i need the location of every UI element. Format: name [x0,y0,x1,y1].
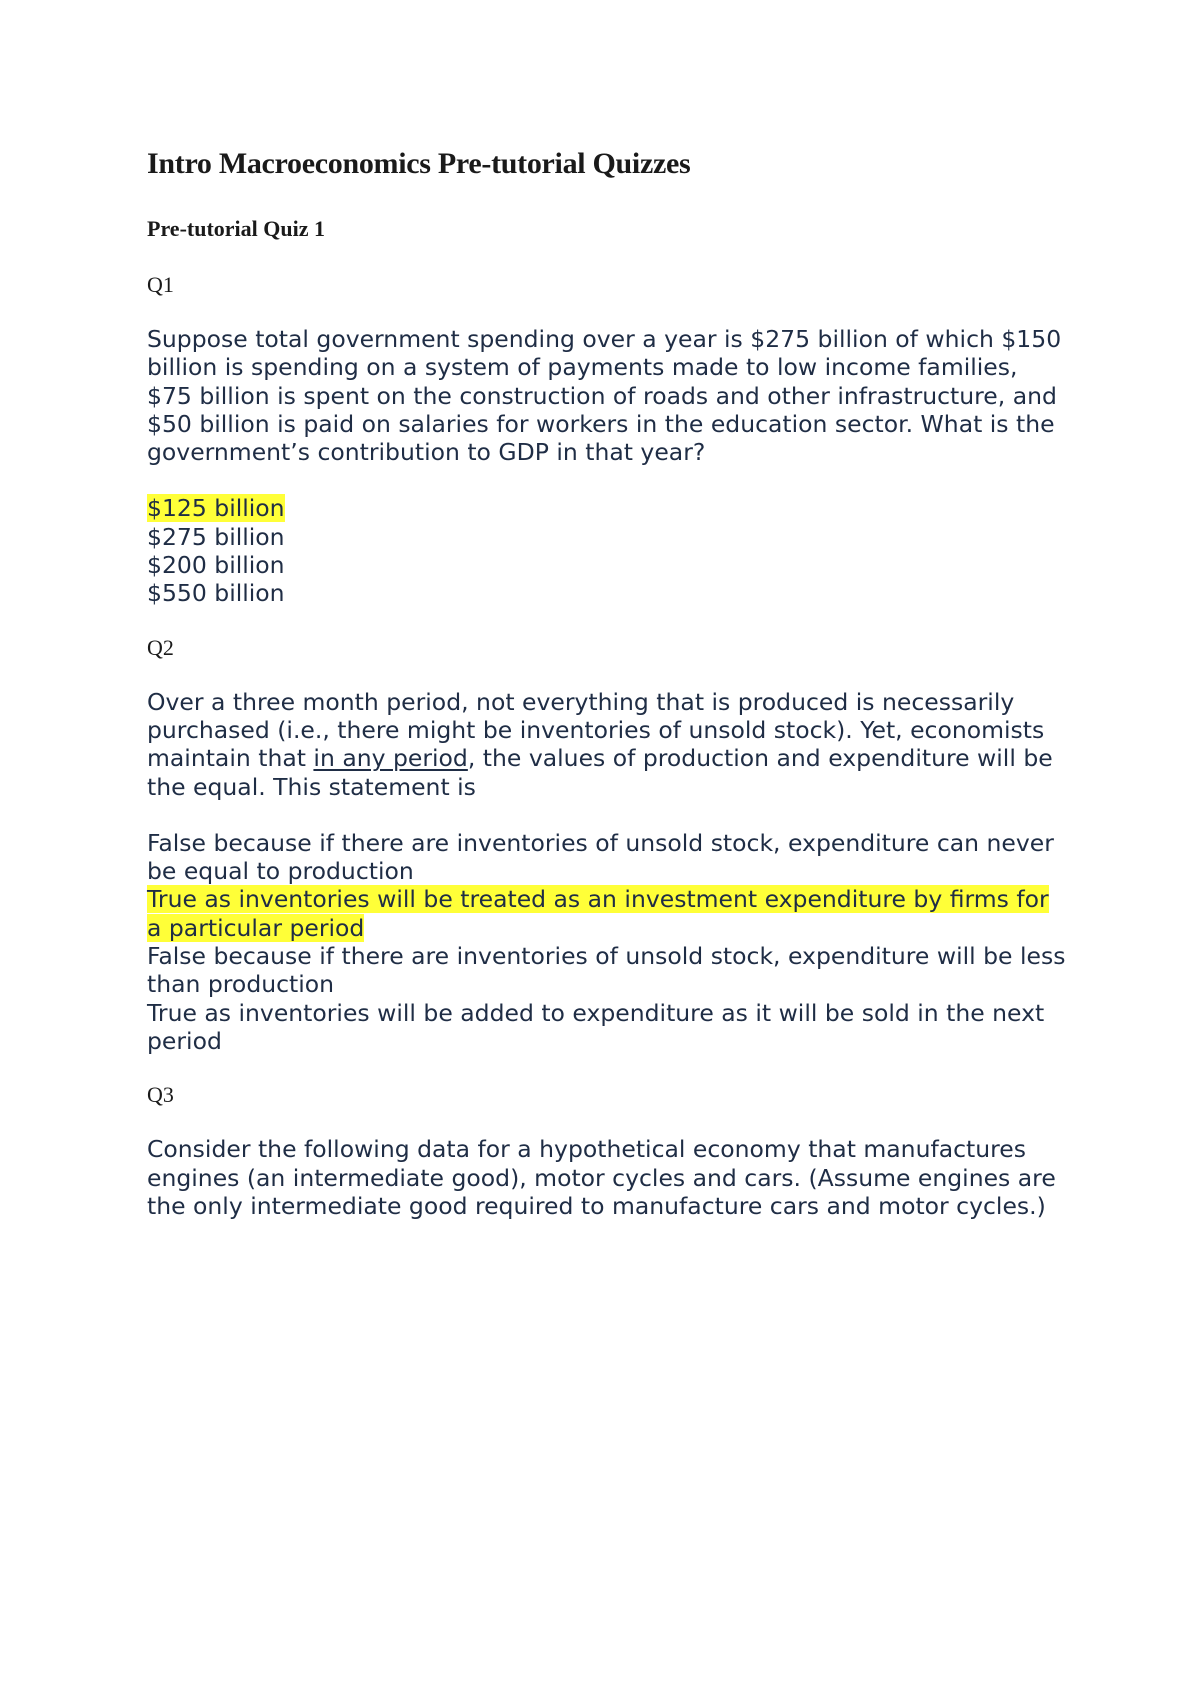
question-text: Suppose total government spending over a year is $275 billion of which $150 billion is spending on a system of payments made to low income families, $75 billion is spent on the construction of roads and other infrastructure, and $50 billion is paid on salaries for workers in the education sector. What is the government’s contribution to GDP in that year? [147,325,1062,467]
answer-option: True as inventories will be added to expenditure as it will be sold in the next period [147,998,1045,1055]
quiz-heading: Pre-tutorial Quiz 1 [147,216,325,241]
highlighted-answer: $125 billion [147,494,285,523]
question-label: Q1 [147,272,174,297]
answer-option: False because if there are inventories of unsold stock, expenditure will be less than production [147,942,1066,999]
question-label: Q2 [147,634,174,660]
question-label: Q3 [147,1082,174,1108]
answer-options [147,494,1067,607]
question-text: Consider the following data for a hypothetical economy that manufactures engines (an intermediate good), motor cycles and cars. (Assume engines are the only intermediate good required to manufacture cars and motor cycles.) [147,1135,1056,1220]
question-text-part: , the values of production and expenditure will be the equal. This statement is [147,744,1053,801]
question-text [147,688,1067,801]
answer-options [147,829,1067,1055]
answer-option: $200 billion [147,551,285,580]
answer-option [147,885,1067,942]
question-1 [147,269,1067,608]
answer-option: $275 billion [147,522,285,551]
question-text-part: Over a three month period, not everything that is produced is necessarily purchased (i.e., there might be inventories of unsold stock). Yet, economists maintain that [147,687,1045,773]
question-3 [147,1079,1067,1220]
answer-option: $550 billion [147,579,285,608]
underlined-phrase: in any period [313,744,468,773]
question-2 [147,632,1067,1056]
document-title: Intro Macroeconomics Pre-tutorial Quizzes [147,147,691,180]
document-content [147,142,1067,1220]
answer-option [147,494,1067,522]
answer-option: False because if there are inventories of unsold stock, expenditure can never be equal to production [147,828,1054,886]
highlighted-answer: True as inventories will be treated as an investment expenditure by firms for a particular period [147,885,1049,942]
